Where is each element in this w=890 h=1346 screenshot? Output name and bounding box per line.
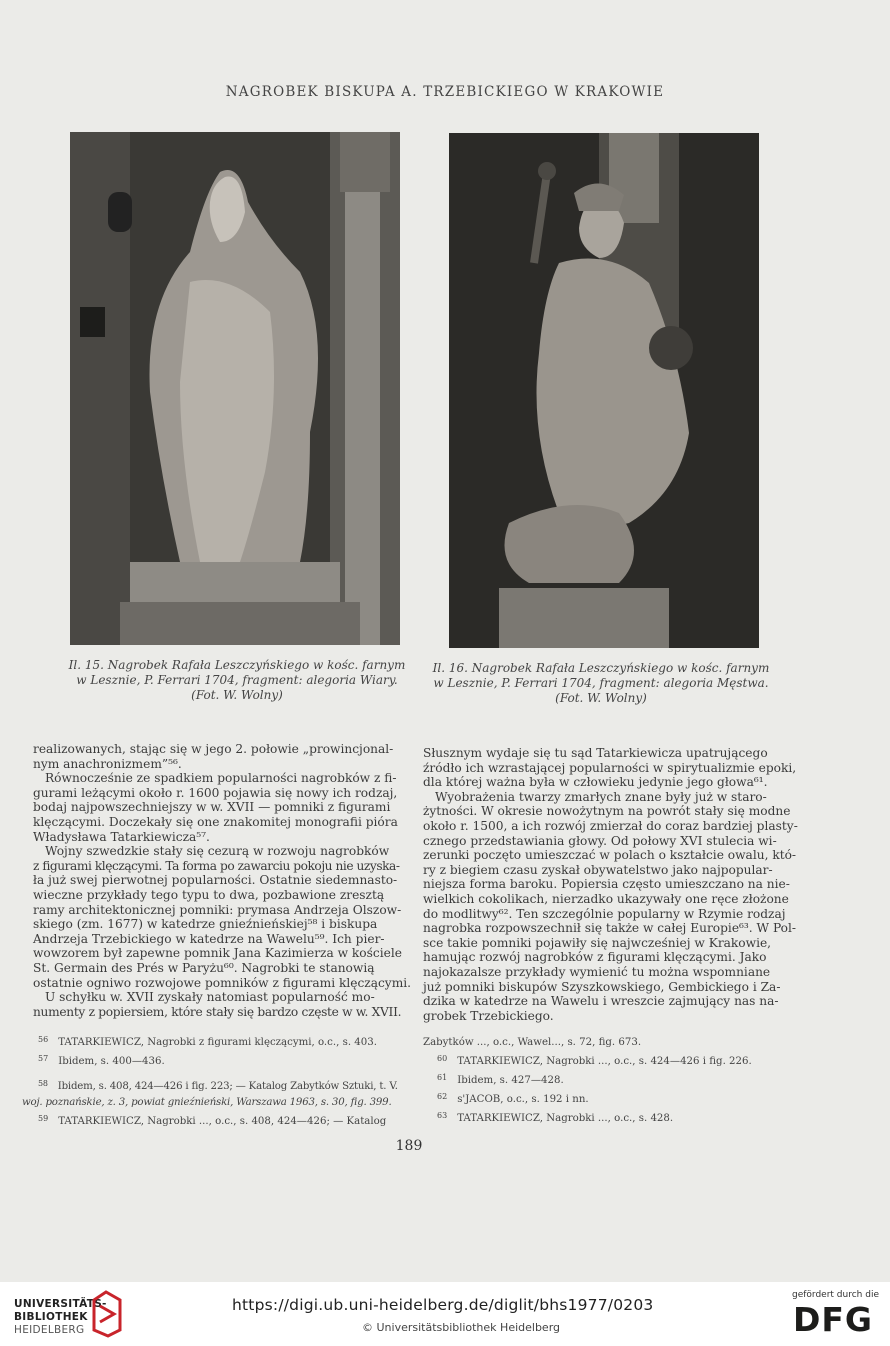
dfg-logo[interactable]: DFG — [793, 1300, 874, 1339]
text-line: około r. 1500, a ich rozwój zmierzał do coraz bardziej plasty- — [423, 818, 798, 833]
text-line: St. Germain des Prés w Paryżu⁶⁰. Nagrobki te stanowią — [33, 960, 375, 975]
text-line: wowzorem był zapewne pomnik Jana Kazimierza w kościele — [33, 946, 402, 961]
text-line: cznego przedstawiania głowy. Od połowy XVI stulecia wi- — [423, 833, 777, 848]
footnote: $^{56}$ TATARKIEWICZ, Nagrobki z figurami klęczącymi, o.c., s. 403. — [38, 1035, 377, 1048]
text-line: Słusznym wydaje się tu sąd Tatarkiewicza upatrującego — [423, 746, 768, 760]
text-line: U schyłku w. XVII zyskały natomiast popularność mo- — [45, 990, 375, 1005]
text-line: dzika w katedrze na Wawelu i wreszcie zajmujący nas na- — [423, 994, 779, 1009]
caption-line: Il. 15. Nagrobek Rafała Leszczyńskiego w kośc. farnym — [68, 658, 406, 672]
footnote: $^{59}$ TATARKIEWICZ, Nagrobki ..., o.c., s. 408, 424—426; — Katalog — [38, 1114, 387, 1127]
fortitude-allegory-statue-image — [449, 133, 759, 648]
text-line: ramy architektonicznej pomniki: prymasa Andrzeja Olszow- — [33, 902, 402, 917]
page-number: 189 — [395, 1138, 423, 1154]
footnote: $^{63}$ TATARKIEWICZ, Nagrobki ..., o.c., s. 428. — [437, 1111, 674, 1124]
funding-note: gefördert durch die — [792, 1290, 879, 1300]
footnote: $^{62}$ s'JACOB, o.c., s. 192 i nn. — [437, 1092, 589, 1105]
text-line: niejsza forma baroku. Popiersia często umieszczano na nie- — [423, 877, 790, 892]
left-text-column — [33, 742, 412, 1019]
text-line: sce takie pomniki pojawiły się najwcześniej w Krakowie, — [423, 935, 772, 950]
text-line: grobek Trzebickiego. — [423, 1008, 554, 1023]
text-line: ostatnie ogniwo rozwojowe pomników z figurami klęczącymi. — [33, 975, 412, 990]
text-line: dla której ważna była w człowieku jedynie jego głowa⁶¹. — [423, 775, 768, 790]
text-line: numenty z popiersiem, które stały się bardzo częste w w. XVII. — [33, 1004, 402, 1019]
text-line: Andrzeja Trzebickiego w katedrze na Wawelu⁵⁹. Ich pier- — [33, 931, 385, 946]
caption-line: Il. 16. Nagrobek Rafała Leszczyńskiego w kośc. farnym — [432, 661, 770, 675]
right-text-column — [423, 746, 808, 1023]
library-logo-text[interactable]: UNIVERSITÄTS- BIBLIOTHEK HEIDELBERG — [14, 1298, 107, 1336]
text-line: żytności. W okresie nowożytnym na powrót stały się modne — [423, 804, 791, 819]
caption-credit: (Fot. W. Wolny) — [191, 688, 283, 702]
text-line: już pomniki biskupów Szyszkowskiego, Gembickiego i Za- — [423, 979, 781, 994]
text-line: Władysława Tatarkiewicza⁵⁷. — [33, 829, 210, 844]
copyright-notice: © Universitätsbibliothek Heidelberg — [362, 1321, 561, 1334]
text-line: zerunki poczęto umieszczać w polach o kształcie owalu, któ- — [423, 848, 797, 863]
running-head: NAGROBEK BISKUPA A. TRZEBICKIEGO W KRAKOWIE — [225, 84, 665, 100]
figure-16-photo — [449, 133, 759, 648]
text-line: bodaj najpowszechniejszy w w. XVII — pomniki z figurami — [33, 800, 391, 815]
text-line: z figurami klęczącymi. Ta forma po zawarciu pokoju nie uzyska- — [33, 858, 400, 873]
text-line: ła już swej pierwotnej popularności. Ostatnie siedemnasto- — [33, 873, 398, 888]
text-line: realizowanych, stając się w jego 2. połowie „prowincjonal- — [33, 742, 394, 756]
text-line: wielkich cokolikach, nierzadko ukazywały one ręce złożone — [423, 891, 789, 906]
footnote: $^{60}$ TATARKIEWICZ, Nagrobki ..., o.c., s. 424—426 i fig. 226. — [437, 1054, 752, 1067]
text-line: nagrobka rozpowszechnił się także w całej Europie⁶³. W Pol- — [423, 921, 797, 936]
figure-15-caption — [62, 658, 412, 703]
footnotes-left — [22, 1032, 407, 1130]
footnote: $^{58}$ Ibidem, s. 408, 424—426 i fig. 223; — Katalog Zabytków Sztuki, t. V. — [38, 1079, 398, 1092]
text-line: Wyobrażenia twarzy zmarłych znane były już w staro- — [435, 789, 767, 804]
text-line: do modlitwy⁶². Ten szczególnie popularny w Rzymie rodzaj — [423, 906, 786, 921]
footnote-continuation: woj. poznańskie, z. 3, powiat gnieźnieński, Warszawa 1963, s. 30, fig. 399. — [22, 1097, 392, 1108]
caption-line: w Lesznie, P. Ferrari 1704, fragment: alegoria Męstwa. — [433, 676, 769, 690]
figure-16-caption — [420, 661, 782, 706]
footnote: $^{57}$ Ibidem, s. 400—436. — [38, 1054, 165, 1067]
text-line: skiego (zm. 1677) w katedrze gnieźnieńskiej⁵⁸ i biskupa — [33, 917, 378, 932]
text-line: Równocześnie ze spadkiem popularności nagrobków z fi- — [45, 771, 397, 786]
figure-15-photo — [70, 132, 400, 645]
text-line: źródło ich wzrastającej popularności w spirytualizmie epoki, — [423, 760, 797, 775]
footnote: $^{61}$ Ibidem, s. 427—428. — [437, 1073, 564, 1086]
text-line: ry z biegiem czasu zyskał obywatelstwo jako najpopular- — [423, 862, 773, 877]
caption-line: w Lesznie, P. Ferrari 1704, fragment: alegoria Wiary. — [76, 673, 398, 687]
caption-credit: (Fot. W. Wolny) — [555, 691, 647, 705]
text-line: najokazalsze przykłady wymienić tu można wspomniane — [423, 964, 771, 979]
text-line: Wojny szwedzkie stały się cezurą w rozwoju nagrobków — [45, 844, 390, 859]
text-line: gurami leżącymi około r. 1600 pojawia się nowy ich rodzaj, — [33, 785, 398, 800]
faith-allegory-statue-image — [70, 132, 400, 645]
footnotes-right — [423, 1035, 808, 1127]
text-line: wieczne przykłady tego typu to dwa, pozbawione zresztą — [33, 887, 385, 902]
text-line: hamując rozwój nagrobków z figurami klęczącymi. Jako — [423, 950, 767, 965]
text-line: klęczącymi. Doczekały się one znakomitej monografii pióra — [33, 814, 398, 829]
permalink-url[interactable]: https://digi.ub.uni-heidelberg.de/diglit/bhs1977/0203 — [232, 1296, 654, 1314]
text-line: nym anachronizmem”⁵⁶. — [33, 756, 182, 771]
footnote-continuation: Zabytków ..., o.c., Wawel..., s. 72, fig. 673. — [423, 1037, 642, 1048]
library-logo-icon[interactable] — [90, 1290, 124, 1338]
viewer-footer — [0, 1282, 890, 1346]
